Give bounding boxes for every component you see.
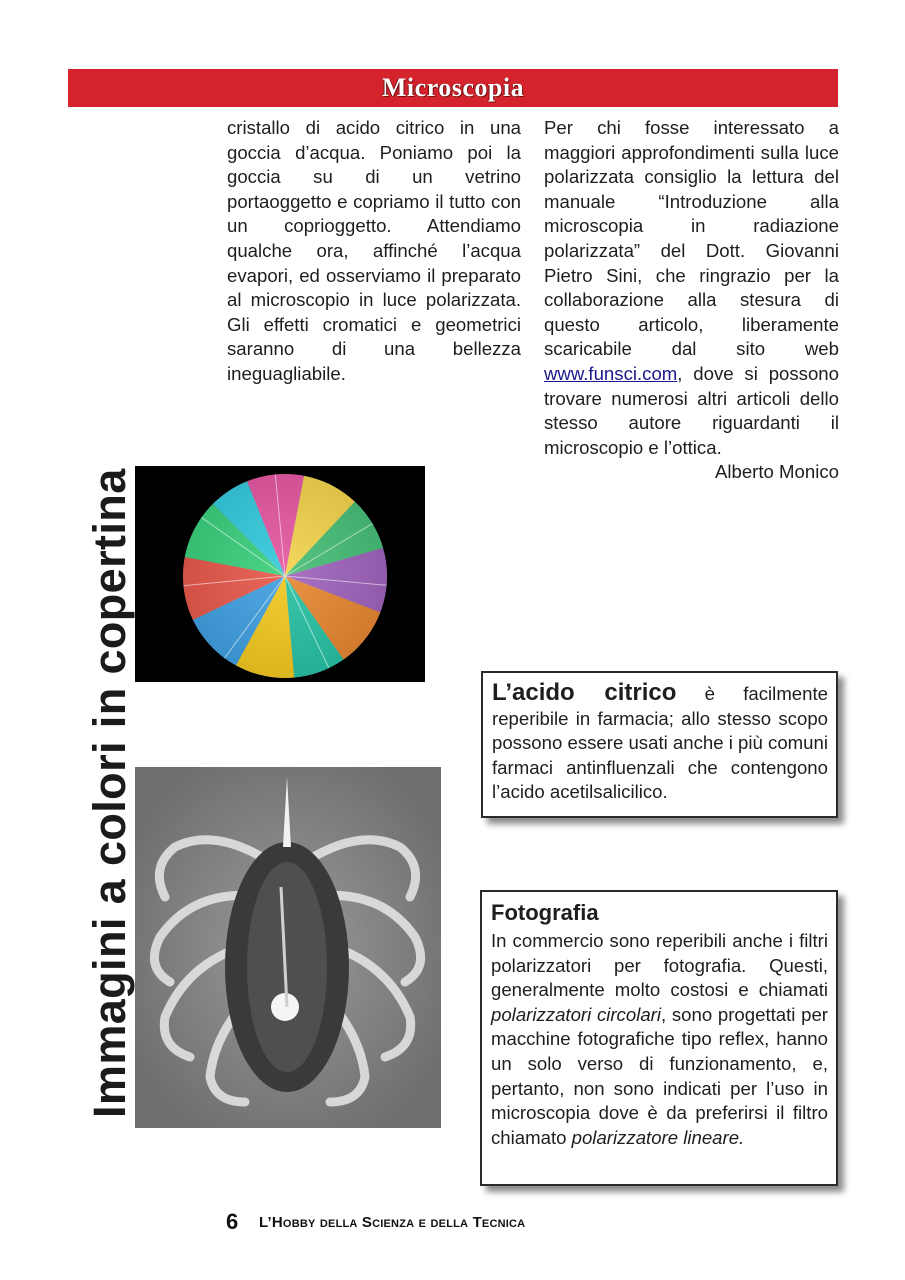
magazine-title: L’Hobby della Scienza e della Tecnica [259, 1214, 526, 1231]
left-column-paragraph: cristallo di acido citrico in una goccia d’acqua. Poniamo poi la goccia su di un vetrino portaoggetto e copriamo il tutto con un coprioggetto. Attendiamo qualche ora, affinché l’acqua evaporі, ed osserviamo il preparato al microscopio in luce polarizzata. Gli effetti cromatici e geometrici saranno di una bellezza ineguagliabile. [227, 117, 521, 384]
photography-italic-2: polarizzatore lineare. [571, 1126, 745, 1148]
crystal-image [135, 466, 425, 682]
article-right-column [544, 116, 839, 485]
page-number: 6 [226, 1209, 239, 1234]
photography-heading: Fotografia [491, 900, 599, 925]
photography-text-1: In commercio sono reperibili anche i filtri polarizzatori per fotografia. Questi, generalmente molto costosi e chiamati [491, 930, 828, 1001]
citric-acid-paragraph [492, 681, 828, 805]
article-left-column [227, 116, 521, 387]
right-column-text-end: , dove si possono trovare numerosi altri articoli dello stesso autore riguardanti il microscopio e l’ottica. [544, 362, 839, 458]
funsci-link[interactable]: www.funsci.com [544, 362, 678, 384]
photography-italic-1: polarizzatori circolari [491, 1003, 661, 1025]
right-column-paragraph [544, 116, 839, 460]
section-header-band [68, 69, 838, 107]
tick-image [135, 767, 441, 1128]
section-title: Microscopia [381, 73, 525, 102]
tick-photo [135, 767, 441, 1128]
photography-info-box [480, 890, 838, 1186]
citric-acid-info-box [481, 671, 838, 818]
citric-acid-text: è facilmente reperibile in farmacia; allo stesso scopo possono essere usati anche i più comuni farmaci antinfluenzali che contengono l’acido acetilsalicilico. [492, 683, 828, 803]
cover-images-vertical-title: Immagini a colori in copertina [84, 468, 135, 1118]
citric-acid-crystal-photo [135, 466, 425, 682]
photography-paragraph [491, 929, 828, 1150]
right-column-text-start: Per chi fosse interessato a maggiori approfondimenti sulla luce polarizzata consiglio la lettura del manuale “Introduzione alla microscopia in radiazione polarizzata” del Dott. Giovanni Pietro Sini, che ringrazio per la collaborazione alla stesura di questo articolo, liberamente scaricabile dal sito web [544, 117, 839, 360]
citric-acid-heading: L’acido citrico [492, 679, 677, 706]
author-signature: Alberto Monico [714, 461, 839, 483]
photography-text-2: , sono progettati per macchine fotografiche tipo reflex, hanno un solo verso di funzionamento, e, pertanto, non sono indicati per l’uso in microscopia dove è da preferirsi il filtro chiamato [491, 1003, 828, 1148]
